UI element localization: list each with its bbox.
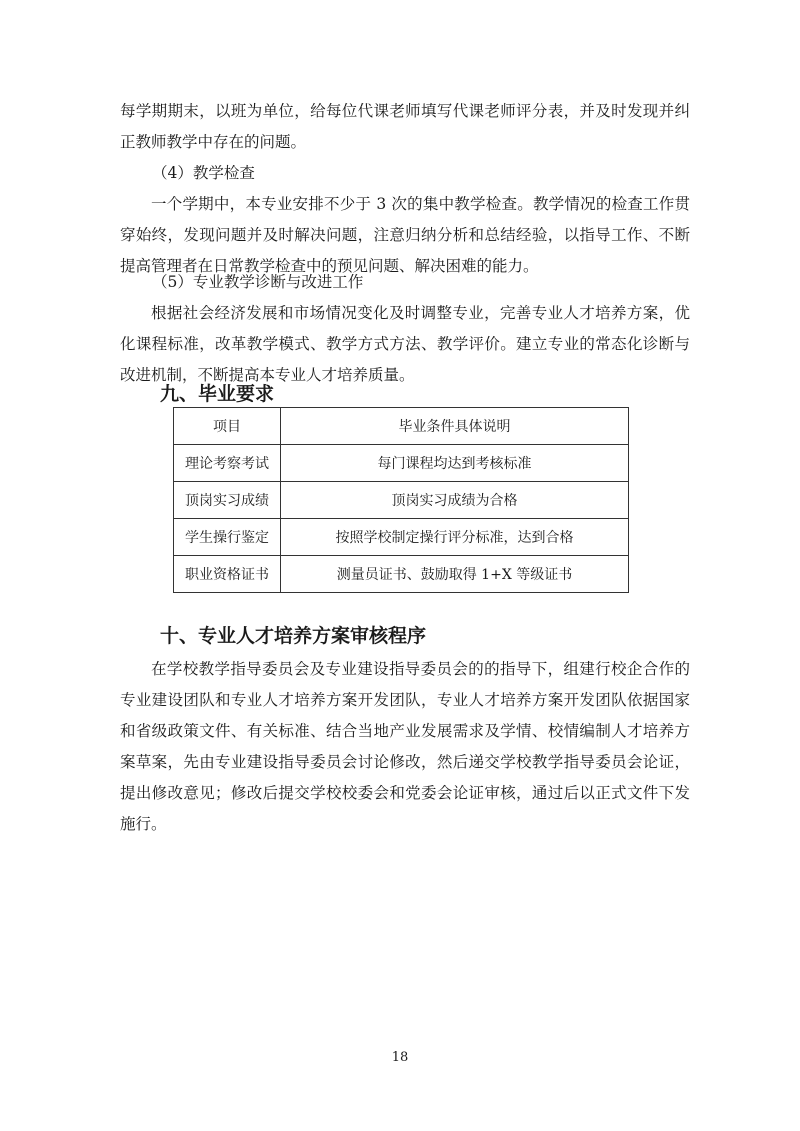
table-header-row xyxy=(174,408,629,445)
subheading-diagnosis: （5）专业教学诊断与改进工作 xyxy=(152,273,364,291)
table-row xyxy=(174,556,629,593)
paragraph-review-procedure: 在学校教学指导委员会及专业建设指导委员会的的指导下，组建行校企合作的专业建设团队和专业人才培养方案开发团队，专业人才培养方案开发团队依据国家和省级政策文件、有关标准、结合当地产业发展需求及学情、校情编制人才培养方案草案，先由专业建设指导委员会讨论修改，然后递交学校教学指导委员会论证，提出修改意见；修改后提交学校校委会和党委会论证审核，通过后以正式文件下发施行。 xyxy=(120,660,690,833)
paragraph-inspection: 一个学期中，本专业安排不少于 3 次的集中教学检查。教学情况的检查工作贯穿始终，发现问题并及时解决问题，注意归纳分析和总结经验，以指导工作、不断提高管理者在日常教学检查中的预见问题、解决困难的能力。 xyxy=(120,195,690,275)
table-cell: 顶岗实习成绩 xyxy=(174,482,281,519)
table-cell: 学生操行鉴定 xyxy=(174,519,281,556)
section9-title: 九、毕业要求 xyxy=(160,383,275,405)
section10-title: 十、专业人才培养方案审核程序 xyxy=(160,625,427,647)
page-number: 18 xyxy=(391,1050,409,1065)
graduation-requirements-table xyxy=(173,407,629,593)
paragraph-diagnosis: 根据社会经济发展和市场情况变化及时调整专业，完善专业人才培养方案，优化课程标准，改革教学模式、教学方式方法、教学评价。建立专业的常态化诊断与改进机制，不断提高本专业人才培养质量。 xyxy=(120,304,690,384)
table-row xyxy=(174,482,629,519)
subheading-teaching-inspection: （4）教学检查 xyxy=(152,164,255,182)
table-row xyxy=(174,519,629,556)
table-cell: 测量员证书、鼓励取得 1+X 等级证书 xyxy=(281,556,629,593)
table-cell: 理论考察考试 xyxy=(174,445,281,482)
table-header-cell: 毕业条件具体说明 xyxy=(281,408,629,445)
table-cell: 按照学校制定操行评分标准，达到合格 xyxy=(281,519,629,556)
table-cell: 每门课程均达到考核标准 xyxy=(281,445,629,482)
table-row xyxy=(174,445,629,482)
paragraph-evaluation: 每学期期末，以班为单位，给每位代课老师填写代课老师评分表，并及时发现并纠正教师教学中存在的问题。 xyxy=(120,102,690,151)
table-cell: 顶岗实习成绩为合格 xyxy=(281,482,629,519)
table-cell: 职业资格证书 xyxy=(174,556,281,593)
table-header-cell: 项目 xyxy=(174,408,281,445)
